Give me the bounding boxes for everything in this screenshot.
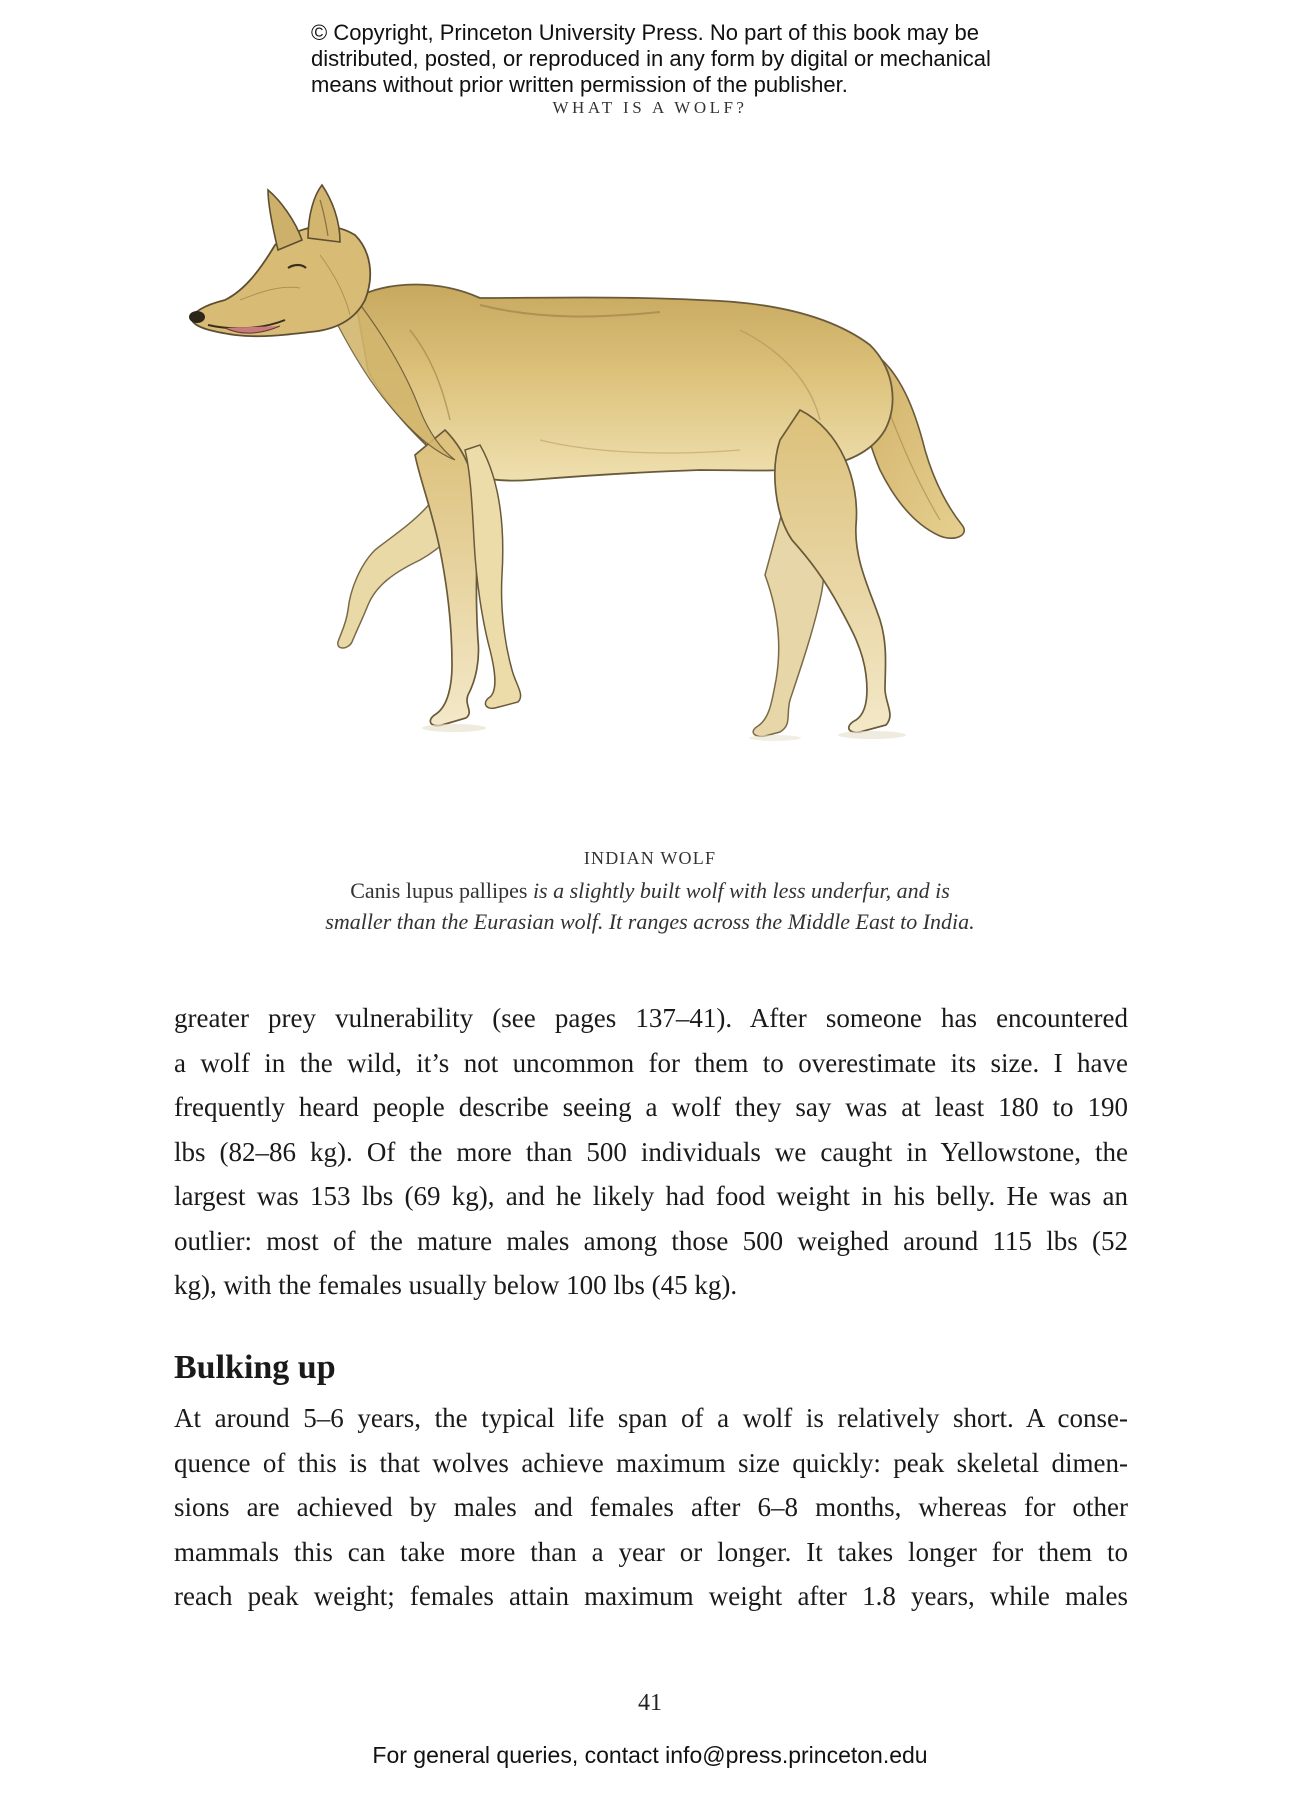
text-line: kg), with the females usually below 100 lbs (45 kg). bbox=[174, 1270, 738, 1300]
text-line: largest was 153 lbs (69 kg), and he likely had food weight in his belly. He was an bbox=[174, 1181, 1128, 1211]
text-line: mammals this can take more than a year or longer. It takes longer for them to bbox=[174, 1536, 1128, 1567]
running-head: WHAT IS A WOLF? bbox=[552, 98, 748, 117]
species-name: Canis lupus pallipes bbox=[350, 878, 528, 903]
wolf-illustration bbox=[180, 180, 1130, 800]
caption-text: smaller than the Eurasian wolf. It ranges across the Middle East to India. bbox=[325, 909, 975, 934]
illustration-caption bbox=[250, 875, 1050, 937]
caption-text: is a slightly built wolf with less underfur, and is bbox=[527, 878, 950, 903]
page-number: 41 bbox=[638, 1690, 662, 1716]
copyright-line: distributed, posted, or reproduced in any form by digital or mechanical bbox=[311, 46, 991, 71]
text-line: a wolf in the wild, it’s not uncommon for them to overestimate its size. I have bbox=[174, 1047, 1128, 1078]
text-line: At around 5–6 years, the typical life span of a wolf is relatively short. A conse- bbox=[174, 1403, 1128, 1433]
copyright-line: © Copyright, Princeton University Press. No part of this book may be bbox=[311, 20, 979, 45]
text-line: lbs (82–86 kg). Of the more than 500 individuals we caught in Yellowstone, the bbox=[174, 1136, 1128, 1167]
caption-line-1 bbox=[250, 875, 1050, 906]
contact-footer: For general queries, contact info@press.princeton.edu bbox=[372, 1742, 928, 1768]
copyright-notice bbox=[311, 20, 1031, 98]
section-heading: Bulking up bbox=[174, 1349, 336, 1386]
copyright-line: means without prior written permission of the publisher. bbox=[311, 72, 848, 97]
caption-title: INDIAN WOLF bbox=[583, 848, 717, 868]
text-line: reach peak weight; females attain maximum weight after 1.8 years, while males bbox=[174, 1581, 1128, 1611]
caption-line-2 bbox=[250, 906, 1050, 937]
body-paragraph-2 bbox=[174, 1396, 1128, 1619]
text-line: sions are achieved by males and females after 6–8 months, whereas for other bbox=[174, 1492, 1128, 1522]
text-line: frequently heard people describe seeing a wolf they say was at least 180 to 190 bbox=[174, 1092, 1128, 1122]
text-line: quence of this is that wolves achieve maximum size quickly: peak skeletal dimen- bbox=[174, 1447, 1128, 1478]
body-paragraph-1 bbox=[174, 996, 1128, 1308]
text-line: outlier: most of the mature males among those 500 weighed around 115 lbs (52 bbox=[174, 1225, 1128, 1256]
text-line: greater prey vulnerability (see pages 137–41). After someone has encountered bbox=[174, 1003, 1128, 1033]
